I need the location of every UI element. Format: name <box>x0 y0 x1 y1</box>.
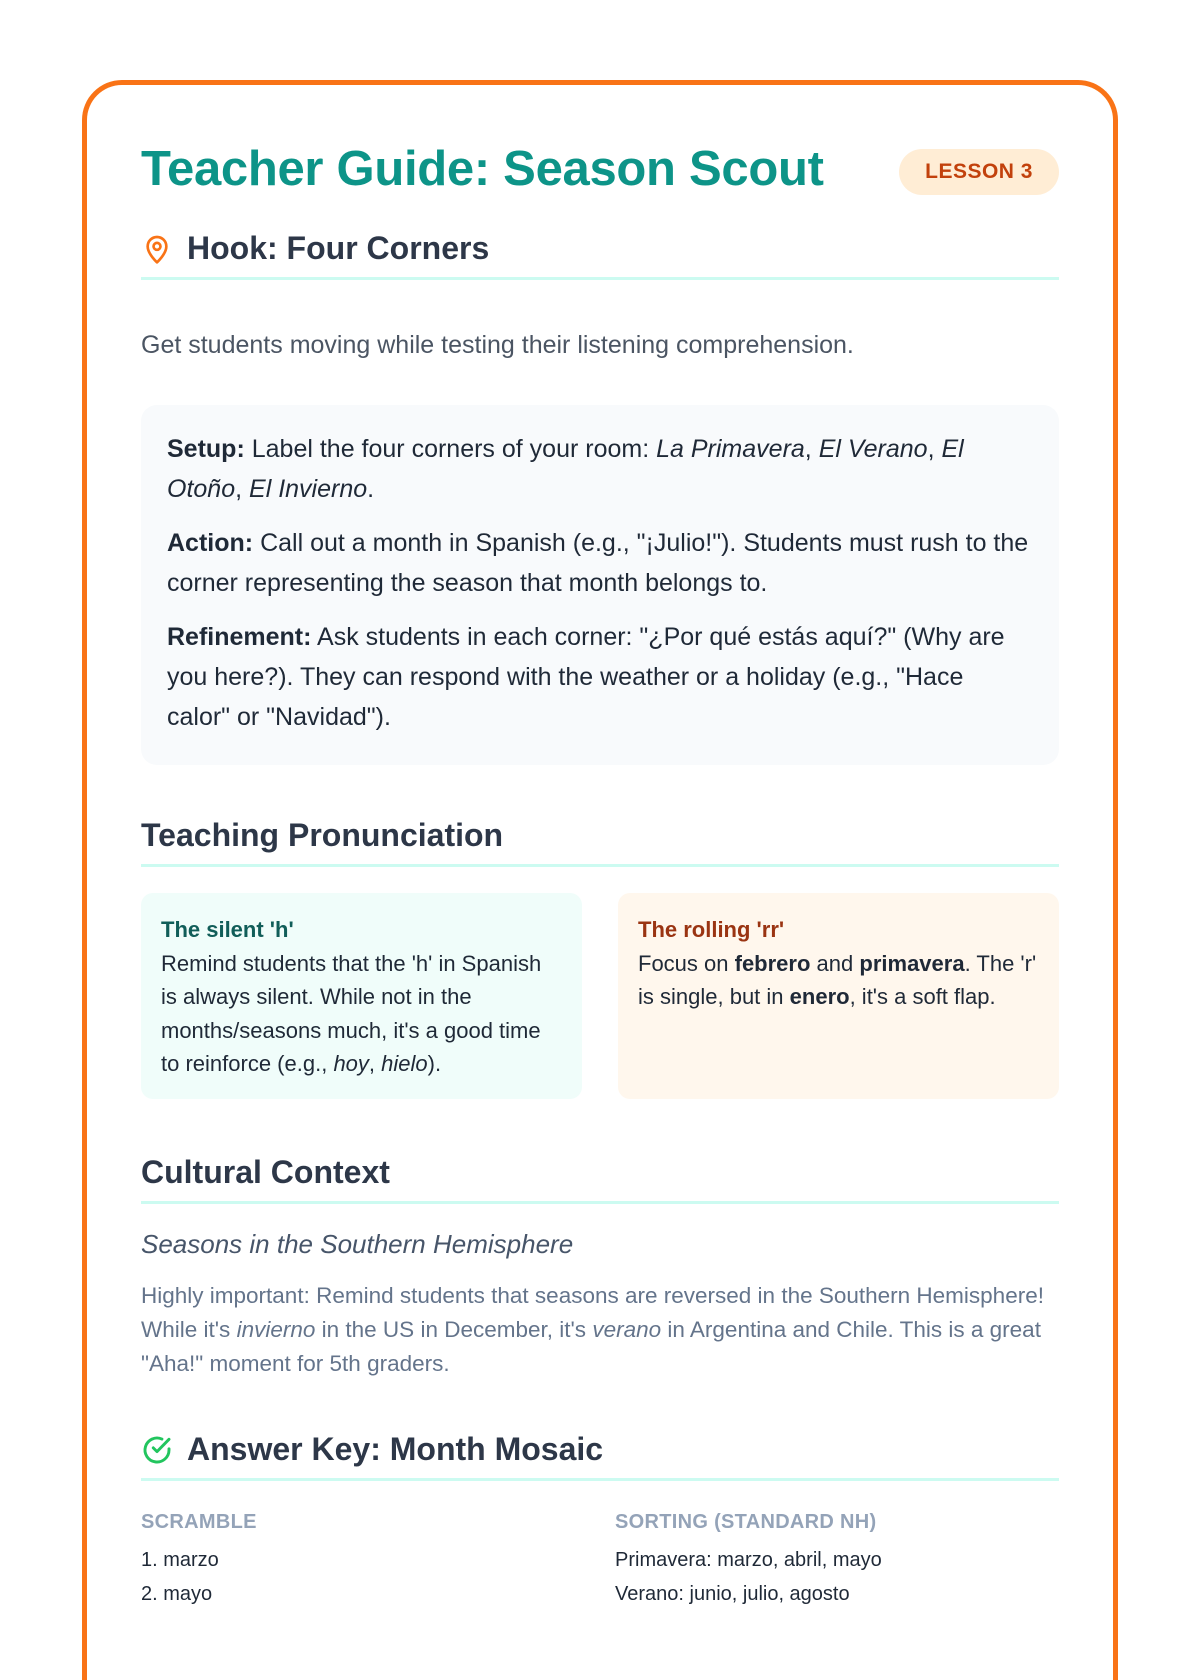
action-label: Action: <box>167 529 254 557</box>
rolling-rr-card: The rolling 'rr' Focus on febrero and primavera. The 'r' is single, but in enero, it's a soft flap. <box>618 893 1059 1099</box>
answer-key-section-heading <box>141 1426 1059 1481</box>
culture-heading: Cultural Context <box>141 1154 390 1190</box>
word-verano: verano <box>592 1317 662 1342</box>
scramble-answer: 1. marzo <box>141 1549 219 1571</box>
season-otono: El Otoño <box>167 435 964 503</box>
silent-h-text: Remind students that the 'h' in Spanish is always silent. While not in the months/seasons much, it's a good time to reinforce (e.g., <box>161 950 542 1076</box>
culture-subtitle: Seasons in the Southern Hemisphere <box>141 1229 574 1259</box>
refinement-text: Ask students in each corner: "¿Por qué estás aquí?" (Why are you here?). They can respond with the weather or a holiday (e.g., "Hace calor" or "Navidad"). <box>167 623 1005 731</box>
hook-section-heading <box>141 225 1059 280</box>
sorting-answer: Verano: junio, julio, agosto <box>615 1582 850 1605</box>
sorting-column <box>615 1511 882 1611</box>
guide-header <box>141 141 1059 201</box>
hook-heading: Hook: Four Corners <box>187 230 490 266</box>
pronunciation-heading: Teaching Pronunciation <box>141 817 504 853</box>
word-febrero: febrero <box>734 950 811 976</box>
hook-instructions-box <box>141 405 1059 765</box>
answer-key-heading: Answer Key: Month Mosaic <box>187 1431 604 1467</box>
teacher-guide-card <box>82 80 1118 1680</box>
setup-label: Setup: <box>167 435 245 463</box>
season-primavera: La Primavera <box>656 435 805 463</box>
lesson-badge: LESSON 3 <box>899 149 1059 195</box>
scramble-label: SCRAMBLE <box>141 1511 257 1533</box>
example-hielo: hielo <box>381 1051 428 1076</box>
silent-h-card: The silent 'h' Remind students that the 'h' in Spanish is always silent. While not in the months/seasons much, it's a good time to reinforce (e.g., hoy, hielo). <box>141 893 582 1099</box>
word-enero: enero <box>789 984 850 1009</box>
scramble-answer: 2. mayo <box>141 1582 213 1605</box>
page-title: Teacher Guide: Season Scout <box>141 142 824 196</box>
sorting-answer: Primavera: marzo, abril, mayo <box>615 1549 882 1571</box>
season-verano: El Verano <box>818 435 928 463</box>
example-hoy: hoy <box>333 1051 369 1076</box>
rolling-rr-title: The rolling 'rr' <box>638 917 785 942</box>
check-circle-icon <box>141 1434 173 1466</box>
word-invierno: invierno <box>236 1317 316 1342</box>
scramble-column <box>141 1511 257 1611</box>
action-text: Call out a month in Spanish (e.g., "¡Julio!"). Students must rush to the corner representing the season that month belongs to. <box>167 529 1029 597</box>
season-invierno: El Invierno <box>249 475 368 503</box>
hook-lead: Get students moving while testing their listening comprehension. <box>141 331 854 359</box>
culture-note: Highly important: Remind students that seasons are reversed in the Southern Hemisphere! While it's invierno in the US in December, it's verano in Argentina and Chile. This is a great "Aha!" moment for 5th graders. <box>141 1283 1044 1376</box>
refinement-label: Refinement: <box>167 623 312 651</box>
setup-text: Label the four corners of your room: <box>251 435 650 463</box>
map-pin-icon <box>141 233 173 265</box>
refinement-paragraph <box>167 617 1033 737</box>
pronunciation-section-heading <box>141 812 1059 867</box>
culture-section-heading <box>141 1149 1059 1204</box>
sorting-label: SORTING (STANDARD NH) <box>615 1511 877 1533</box>
silent-h-title: The silent 'h' <box>161 917 294 942</box>
action-paragraph <box>167 523 1033 603</box>
setup-paragraph: Setup: Label the four corners of your room: La Primavera, El Verano, El Otoño, El Invierno. <box>167 435 964 503</box>
word-primavera: primavera <box>859 950 965 976</box>
